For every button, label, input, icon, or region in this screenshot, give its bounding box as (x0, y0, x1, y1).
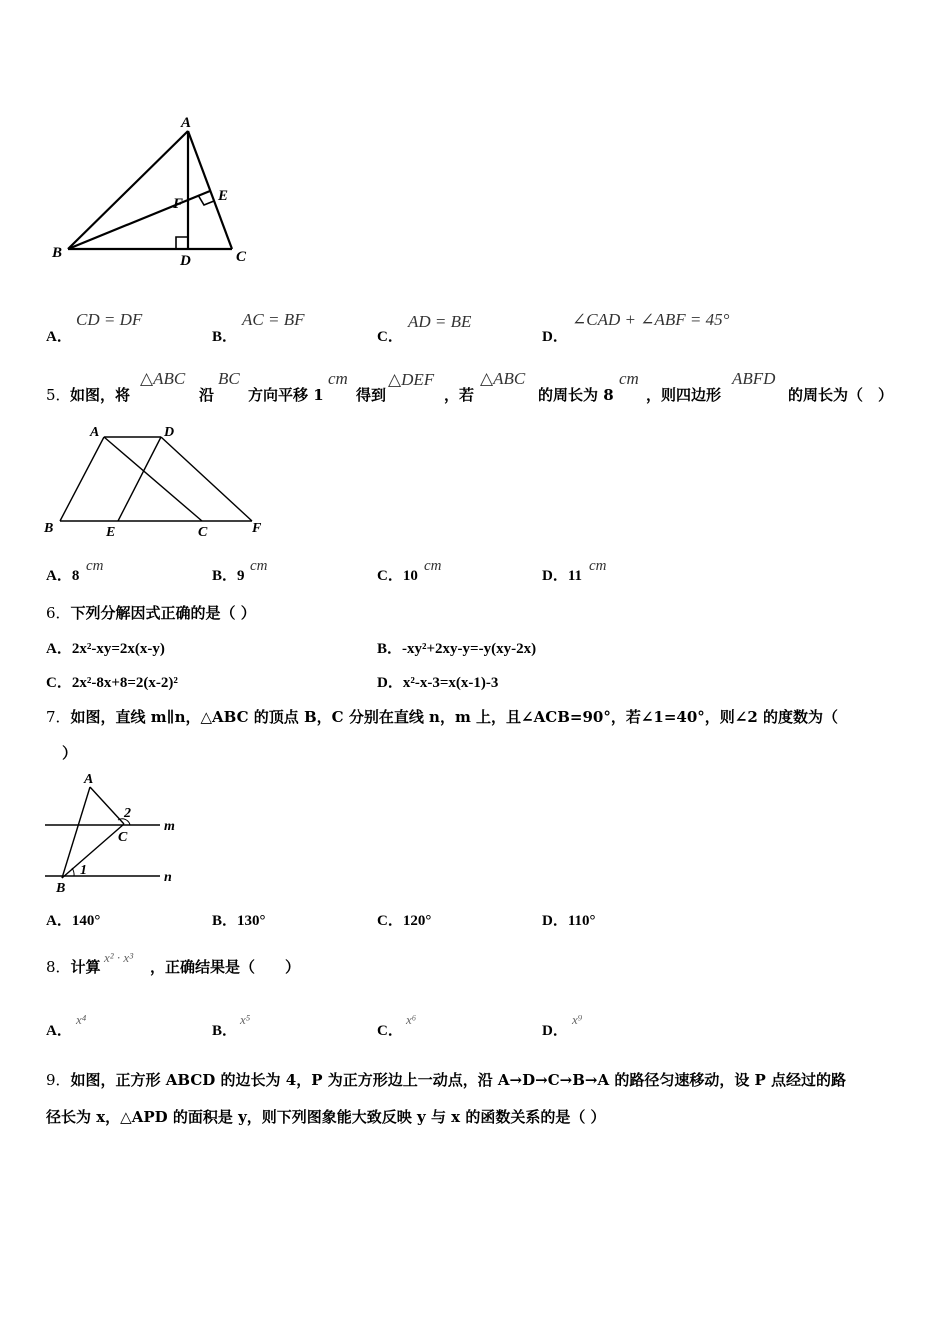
q5-option-d-unit: cm (589, 558, 607, 574)
q7-option-b: B．130° (212, 913, 266, 929)
q4-option-d-label: D． (542, 329, 568, 345)
q6-option-a: A．2x²-xy=2x(x-y) (46, 641, 165, 657)
q4-option-b-label: B． (212, 329, 238, 345)
label-angle-1: 1 (80, 863, 87, 878)
label-angle-2: 2 (124, 806, 131, 821)
q5-stem-part-11: cm (619, 369, 639, 388)
label-a: A (90, 425, 100, 440)
q4-option-b-text: AC = BF (242, 310, 305, 329)
q5-option-b: B．9 (212, 568, 245, 584)
segment-ac (90, 787, 124, 824)
label-d: D (180, 253, 191, 269)
q8-option-b-label: B． (212, 1023, 238, 1039)
figure-q7-parallel-lines (40, 765, 180, 895)
q5-stem-part-6: 得到 (356, 386, 387, 404)
q5-stem-part-12: ，则四边形 (646, 386, 722, 404)
label-a: A (84, 772, 94, 787)
figure-q5-translation (40, 420, 270, 545)
q8-option-b-text: x⁵ (240, 1012, 251, 1027)
q7-stem-line1: 7．如图，直线 m∥n，△ABC 的顶点 B，C 分别在直线 n，m 上，且∠ACB=90°，若∠1=40°，则∠2 的度数为（ (46, 708, 839, 726)
label-e: E (106, 525, 116, 540)
label-m: m (164, 819, 175, 834)
label-b: B (52, 245, 63, 261)
q4-option-c-label: C． (377, 329, 403, 345)
q5-stem-part-1: △ABC (140, 369, 186, 388)
q5-option-a-unit: cm (86, 558, 104, 574)
q4-option-d-text: ∠CAD + ∠ABF = 45° (572, 310, 730, 329)
q7-option-c: C．120° (377, 913, 432, 929)
label-d: D (164, 425, 175, 440)
q5-stem-part-7: △DEF (388, 370, 435, 389)
segment-ac (104, 437, 202, 521)
label-f: F (252, 521, 262, 536)
q5-number: 5． (46, 386, 71, 404)
q9-stem-line2: 径长为 x，△APD 的面积是 y，则下列图象能大致反映 y 与 x 的函数关系的是（ ） (46, 1108, 606, 1126)
q5-stem-part-14: 的周长为（ ） (788, 386, 894, 404)
q7-option-d: D．110° (542, 913, 596, 929)
q7-stem-line2: ） (62, 744, 78, 762)
q5-stem-part-5: cm (328, 369, 348, 388)
q5-stem-part-0: 如图，将 (70, 386, 131, 404)
label-c: C (198, 525, 208, 540)
label-c: C (118, 830, 128, 845)
q6-option-b: B．-xy²+2xy-y=-y(xy-2x) (377, 641, 537, 657)
q6-stem: 6．下列分解因式正确的是（ ） (46, 604, 256, 622)
q8-expression: x² · x³ (104, 950, 134, 965)
label-n: n (164, 870, 172, 885)
q5-stem-part-9: △ABC (480, 369, 526, 388)
q5-option-c-unit: cm (424, 558, 442, 574)
q5-stem-part-13: ABFD (732, 369, 776, 388)
q5-option-b-unit: cm (250, 558, 268, 574)
segment-df (161, 437, 252, 521)
label-e: E (218, 188, 229, 204)
q5-stem-part-4: 方向平移 1 (248, 386, 324, 404)
label-b: B (56, 881, 66, 895)
q9-stem-line1: 9．如图，正方形 ABCD 的边长为 4，P 为正方形边上一动点，沿 A→D→C→B→A 的路径匀速移动，设 P 点经过的路 (46, 1071, 847, 1089)
q8-option-a-text: x⁴ (76, 1012, 87, 1027)
q8-stem-pre: 8．计算 (46, 958, 101, 976)
q8-stem-post: ，正确结果是（ ） (150, 958, 301, 976)
label-b: B (44, 521, 54, 536)
angle-1-arc (72, 868, 74, 876)
right-angle-d (176, 237, 188, 249)
label-f: F (173, 196, 184, 212)
q8-option-c-text: x⁶ (406, 1012, 417, 1027)
q5-option-c: C．10 (377, 568, 418, 584)
q5-stem-part-3: BC (218, 369, 240, 388)
figure-q4-triangle (40, 105, 270, 275)
segment-de (118, 437, 161, 521)
q4-option-a-text: CD = DF (76, 310, 143, 329)
label-c: C (236, 249, 247, 265)
q8-option-c-label: C． (377, 1023, 403, 1039)
q4-option-c-text: AD = BE (408, 312, 472, 331)
q6-option-c: C．2x²-8x+8=2(x-2)² (46, 675, 178, 691)
q5-stem-part-10: 的周长为 8 (538, 386, 614, 404)
q8-option-d-text: x⁹ (572, 1012, 583, 1027)
q5-option-a: A．8 (46, 568, 80, 584)
q5-stem-part-8: ，若 (444, 386, 475, 404)
segment-ab (60, 437, 104, 521)
q8-option-a-label: A． (46, 1023, 72, 1039)
segment-bc (62, 824, 124, 878)
segment-ab (68, 131, 188, 249)
q8-option-d-label: D． (542, 1023, 568, 1039)
label-a: A (181, 115, 192, 131)
q7-option-a: A．140° (46, 913, 101, 929)
q6-option-d: D．x²-x-3=x(x-1)-3 (377, 675, 499, 691)
q4-option-a-label: A． (46, 329, 72, 345)
q5-option-d: D．11 (542, 568, 583, 584)
q5-stem-part-2: 沿 (199, 386, 215, 404)
